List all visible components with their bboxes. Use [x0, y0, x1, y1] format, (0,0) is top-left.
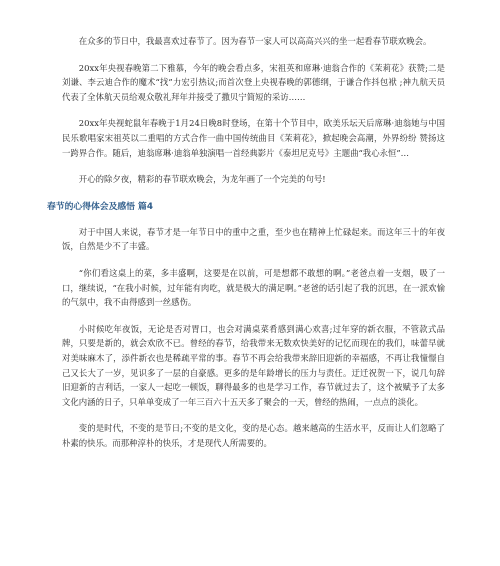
paragraph-gap [62, 49, 445, 61]
paragraph-gap [62, 214, 445, 225]
paragraph-gala-highlights: 20xx年央视春晚第二下雅慕，今年的晚会看点多，宋祖英和席琳·迪翁合作的《茉莉花》获赞;二是刘谦、李云迪合作的魔术“找”力宏引热议;而首次登上央视春晚的郭德纲，于谦合作抖包袱 ;神九航天员代表了全体航天员给观众敬礼拜年并接受了撒贝宁简短的采访…… [62, 62, 445, 102]
paragraph-intro: 在众多的节日中，我最喜欢过春节了。因为春节一家人可以高高兴兴的坐一起看春节联欢晚会。 [78, 36, 432, 46]
paragraph-gap [62, 310, 445, 322]
paragraph-gala-performance: 20xx年央视蛇鼠年春晚于1月24日晚8时登场，在第十个节目中，欧美乐坛天后席琳·迪翁她与中国民乐歌唱家宋祖英以二重唱的方式合作一曲中国传统曲目《茉莉花》，掀起晚会高潮，外界纷纷 赞扬这一跨界合作。随后，迪翁席琳·迪翁单独演唱一首经典影片《泰坦尼克号》主题曲“我心永恒”… [62, 118, 445, 158]
paragraph-closing: 开心的除夕夜，精彩的春节联欢晚会，为龙年画了一个完美的句号! [78, 174, 326, 185]
section-heading: 春节的心得体会及感悟 篇4 [47, 201, 153, 212]
paragraph-new-year-dinner: 对于中国人来说，春节才是一年节日中的重中之重，至少也在精神上忙碌起来。而这年三十的年夜饭，自然是少不了丰盛。 [62, 226, 445, 252]
document-page [47, 34, 445, 450]
paragraph-conclusion: 变的是时代，不变的是节日;不变的是文化，变的是心态。越来越高的生活水平，反而让人们忽略了朴素的快乐。而那种淳朴的快乐，才是现代人所需要的。 [62, 423, 445, 448]
paragraph-gap [62, 409, 445, 421]
paragraph-gap [62, 104, 445, 116]
paragraph-childhood-memories: 小时候吃年夜饭，无论是否对胃口，也会对满桌菜肴感到满心欢喜;过年穿的新衣服，不管款式品牌，只要是新的，就会欢欣不已。曾经的春节，给我带来无数欢快美好的记忆而现在的我们，味蕾早就对美味麻木了，添件新衣也是稀疏平常的事。春节不再会给我带来辞旧迎新的幸福感，不再让我憧憬自己又长大了一岁，见识多了一层的自豪感。更多的是年龄增长的压力与责任。迂迁祝贺一下，说几句辞旧迎新的吉利话，一家人一起吃一顿饭，聊得最多的也是学习工作，春节就过去了，这个被赋予了太多文化内涵的日子，只单单变成了一年三百六十五天多了聚会的一天，曾经的热闹，一点点的淡化。 [62, 323, 445, 407]
paragraph-gap [62, 160, 445, 172]
paragraph-father-remarks: “你们看这桌上的菜，多丰盛啊，这要是在以前，可是想都不敢想的啊。”老爸点着一支烟，吸了一口，继续说，“在我小时候，过年能有肉吃，就是极大的满足啊。”老爸的话引起了我的沉思，在一派欢愉的气氛中，我不由得感到一丝感伤。 [62, 267, 445, 308]
paragraph-gap [62, 187, 445, 200]
paragraph-gap [62, 254, 445, 266]
